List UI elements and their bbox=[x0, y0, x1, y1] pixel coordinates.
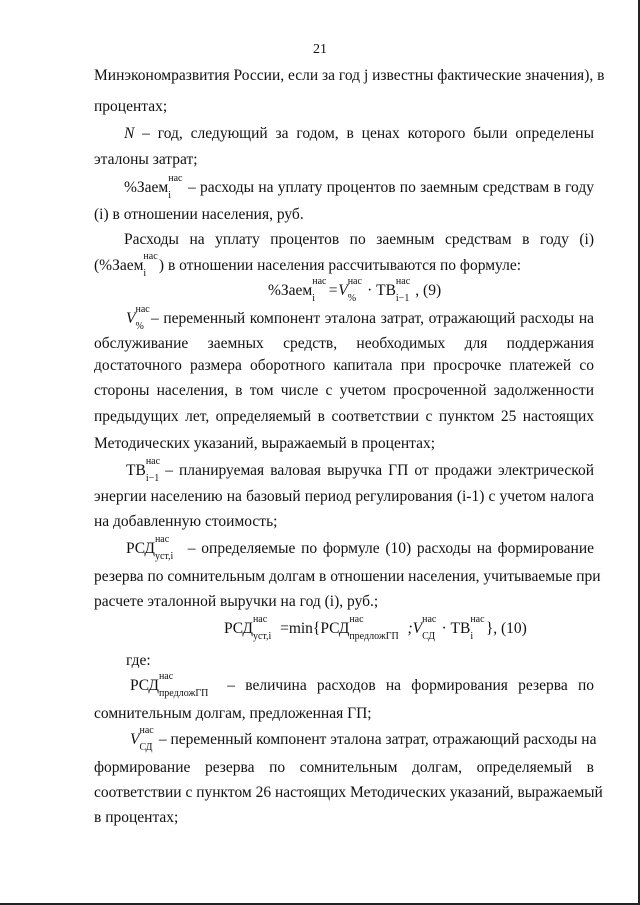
text-line: на добавленную стоимость; bbox=[94, 513, 278, 530]
text-line: сомнительным долгам, предложенная ГП; bbox=[94, 705, 372, 722]
text-line: N – год, следующий за годом, в ценах которого были определены bbox=[124, 125, 594, 142]
text-line: где: bbox=[126, 652, 151, 669]
text-line: процентах; bbox=[94, 98, 168, 115]
text-line: РСД нас предложГП – величина расходов на формирования резерва по bbox=[130, 671, 594, 699]
text-line: V нас СД – переменный компонент эталона затрат, отражающий расходы на bbox=[130, 725, 597, 753]
text-line: ТВ нас i−1 – планируемая валовая выручка ГП от продажи электрической bbox=[126, 456, 594, 484]
text-line: стороны населения, в том числе с учетом просроченной задолженности bbox=[94, 382, 594, 399]
text-line: достаточного размера оборотного капитала при просрочке платежей со bbox=[94, 357, 594, 374]
text-line: (%Заем нас i ) в отношении населения рассчитываются по формуле: bbox=[94, 251, 522, 279]
text-line: резерва по сомнительным долгам в отношении населения, учитываемые при bbox=[94, 568, 601, 585]
text-line: Методических указаний, выражаемый в процентах; bbox=[94, 435, 436, 452]
text-line: %Заем нас i – расходы на уплату процентов по заемным средствам в году bbox=[124, 173, 594, 201]
text-line: (i) в отношении населения, руб. bbox=[94, 206, 304, 223]
text-line: энергии населению на базовый период регулирования (i-1) с учетом налога bbox=[94, 488, 594, 505]
text-line: эталоны затрат; bbox=[94, 151, 198, 168]
text-line: соответствии с пунктом 26 настоящих Методических указаний, выражаемый bbox=[94, 784, 603, 801]
formula-10: РСД нас уст,i =min{РСД нас предложГП ;V нас СД · ТВ нас i }, (10) bbox=[224, 614, 527, 642]
text-line: предыдущих лет, определяемый в соответствии с пунктом 25 настоящих bbox=[94, 408, 594, 425]
page-number: 21 bbox=[313, 42, 327, 57]
text-line: V нас % – переменный компонент эталона затрат, отражающий расходы на bbox=[126, 304, 594, 332]
text-line: обслуживание заемных средств, необходимых для поддержания bbox=[94, 335, 594, 352]
text-line: формирование резерва по сомнительным долгам, определяемый в bbox=[94, 759, 594, 776]
text-line: РСД нас уст,i – определяемые по формуле (10) расходы на формирование bbox=[126, 534, 594, 562]
text-line: Минэкономразвития России, если за год j известны фактические значения), в bbox=[94, 67, 605, 84]
text-line: Расходы на уплату процентов по заемным средствам в году (i) bbox=[124, 231, 594, 248]
text-line: расчете эталонной выручки на год (i), руб.; bbox=[94, 593, 379, 610]
formula-9: %Заем нас i =V нас % · ТВ нас i−1 , (9) bbox=[268, 276, 442, 304]
text-line: в процентах; bbox=[94, 809, 179, 826]
